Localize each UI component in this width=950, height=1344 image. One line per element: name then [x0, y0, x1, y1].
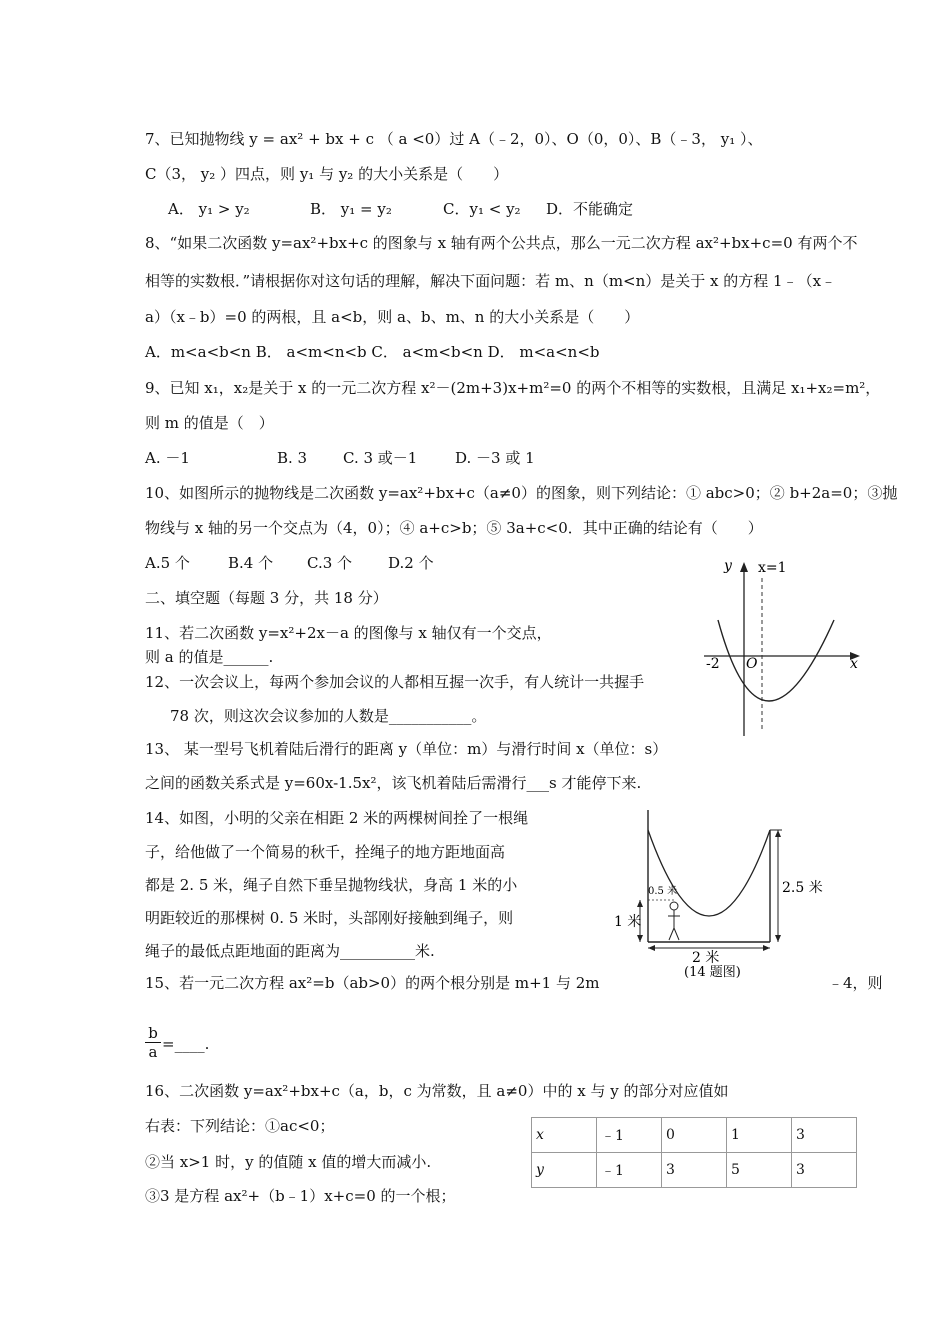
q7-line1: 7、已知抛物线 y = ax² + bx + c （ a <0）过 A（﹣2，0）、O（0，0）、B（﹣3， y₁ ）、 — [145, 130, 763, 148]
height-arrow-bottom — [637, 935, 643, 942]
q8-line2: 相等的实数根．”请根据你对这句话的理解，解决下面问题：若 m、n（m<n）是关于 x 的方程 1﹣（x﹣ — [145, 272, 837, 290]
table-cell: 0 — [662, 1118, 727, 1153]
q10-line1: 10、如图所示的抛物线是二次函数 y=ax²+bx+c（a≠0）的图象，则下列结论：① abc>0；② b+2a=0；③抛 — [145, 484, 898, 502]
person-height-label: 1 米 — [614, 914, 642, 930]
q10-option-d: D.2 个 — [388, 554, 434, 572]
q14-line2: 子，给他做了一个简易的秋千，拴绳子的地方距地面高 — [145, 843, 506, 861]
q15-line1-right: ﹣4，则 — [828, 974, 883, 992]
q14-swing-figure — [612, 806, 823, 984]
q7-option-c: C．y₁ < y₂ — [443, 200, 521, 218]
q15-line1-left: 15、若一元二次方程 ax²=b（ab>0）的两个根分别是 m+1 与 2m — [145, 974, 600, 992]
q16-value-table — [531, 1117, 857, 1188]
table-cell: 3 — [662, 1153, 727, 1188]
q10-line2: 物线与 x 轴的另一个交点为（4，0）；④ a+c>b；⑤ 3a+c<0．其中正确的结论有（ ） — [145, 519, 763, 537]
q7-option-b: B． y₁ = y₂ — [310, 200, 392, 218]
q14-line1: 14、如图，小明的父亲在相距 2 米的两棵树间拴了一根绳 — [145, 809, 529, 827]
q16-line2: 右表：下列结论：①ac<0； — [145, 1117, 335, 1135]
width-arrow-left — [648, 945, 655, 951]
q14-line5: 绳子的最低点距地面的距离为__________米. — [145, 942, 435, 960]
q15-fraction-numerator: b — [145, 1024, 161, 1043]
y-axis-arrow — [740, 562, 748, 572]
q16-line4: ③3 是方程 ax²+（b﹣1）x+c=0 的一个根； — [145, 1187, 456, 1205]
q10-option-c: C.3 个 — [307, 554, 353, 572]
figure-caption: (14 题图) — [684, 965, 741, 980]
q14-line3: 都是 2. 5 米，绳子自然下垂呈抛物线状，身高 1 米的小 — [145, 876, 518, 894]
rope-curve — [648, 830, 770, 916]
q12-line2: 78 次，则这次会议参加的人数是___________。 — [170, 707, 487, 725]
q8-line1: 8、“如果二次函数 y=ax²+bx+c 的图象与 x 轴有两个公共点，那么一元二次方程 ax²+bx+c=0 有两个不 — [145, 234, 858, 252]
table-cell: 3 — [792, 1118, 857, 1153]
q9-option-c: C. 3 或－1 — [343, 449, 418, 467]
q8-line3: a）（x﹣b）=0 的两根，且 a<b，则 a、b、m、n 的大小关系是（ ） — [145, 308, 640, 326]
q16-line1: 16、二次函数 y=ax²+bx+c（a，b，c 为常数，且 a≠0）中的 x 与 y 的部分对应值如 — [145, 1082, 729, 1100]
q10-option-b: B.4 个 — [228, 554, 274, 572]
q9-option-a: A. －1 — [145, 449, 190, 467]
q10-option-a: A.5 个 — [145, 554, 190, 572]
q14-line4: 明距较近的那棵树 0. 5 米时，头部刚好接触到绳子，则 — [145, 909, 514, 927]
q15-answer-blank: =____. — [162, 1035, 210, 1053]
parabola-curve — [718, 620, 834, 701]
q7-option-a: A． y₁ > y₂ — [168, 200, 250, 218]
table-cell: 3 — [792, 1153, 857, 1188]
half-meter-label: 0.5 米 — [648, 886, 678, 897]
neg-two-label: -2 — [706, 656, 720, 672]
height-arrow-top — [637, 900, 643, 907]
table-row — [532, 1153, 857, 1188]
table-cell: 5 — [727, 1153, 792, 1188]
q13-line2: 之间的函数关系式是 y=60x-1.5x²，该飞机着陆后需滑行___s 才能停下来. — [145, 774, 642, 792]
q10-parabola-figure — [700, 556, 870, 742]
table-cell: ﹣1 — [597, 1153, 662, 1188]
tree-height-label: 2.5 米 — [782, 880, 823, 896]
table-cell: x — [532, 1118, 597, 1153]
q12-line1: 12、一次会议上，每两个参加会议的人都相互握一次手，有人统计一共握手 — [145, 673, 645, 691]
q15-fraction — [145, 1024, 161, 1061]
width-label: 2 米 — [692, 950, 720, 966]
q9-line1: 9、已知 x₁，x₂是关于 x 的一元二次方程 x²－(2m+3)x+m²=0 的两个不相等的实数根，且满足 x₁+x₂=m²， — [145, 379, 881, 397]
width-arrow-right — [763, 945, 770, 951]
tree-height-arrow-top — [775, 830, 781, 837]
origin-label: O — [746, 656, 758, 672]
y-axis-label: y — [724, 558, 732, 574]
q15-fraction-denominator: a — [148, 1043, 158, 1061]
person-leg-right — [674, 928, 679, 940]
symmetry-axis-label: x=1 — [758, 560, 787, 576]
q8-options: A．m<a<b<n B． a<m<n<b C． a<m<b<n D． m<a<n<b — [145, 343, 600, 361]
tree-height-arrow-bottom — [775, 935, 781, 942]
q11-line1: 11、若二次函数 y=x²+2x－a 的图像与 x 轴仅有一个交点， — [145, 624, 552, 642]
q9-option-d: D. －3 或 1 — [455, 449, 535, 467]
q9-line2: 则 m 的值是（ ） — [145, 414, 274, 432]
q7-option-d: D．不能确定 — [546, 200, 634, 218]
q9-option-b: B. 3 — [277, 449, 308, 467]
q7-line2: C（3， y₂ ）四点，则 y₁ 与 y₂ 的大小关系是（ ） — [145, 165, 509, 183]
table-cell: 1 — [727, 1118, 792, 1153]
table-row — [532, 1118, 857, 1153]
q11-line2: 则 a 的值是______. — [145, 648, 274, 666]
person-head — [670, 902, 678, 910]
table-cell: ﹣1 — [597, 1118, 662, 1153]
q13-line1: 13、 某一型号飞机着陆后滑行的距离 y（单位：m）与滑行时间 x（单位：s） — [145, 740, 668, 758]
q16-line3: ②当 x>1 时，y 的值随 x 值的增大而减小. — [145, 1153, 432, 1171]
person-leg-left — [669, 928, 674, 940]
x-axis-label: x — [850, 656, 858, 672]
section-title-fill-in: 二、填空题（每题 3 分，共 18 分） — [145, 589, 388, 607]
table-cell: y — [532, 1153, 597, 1188]
